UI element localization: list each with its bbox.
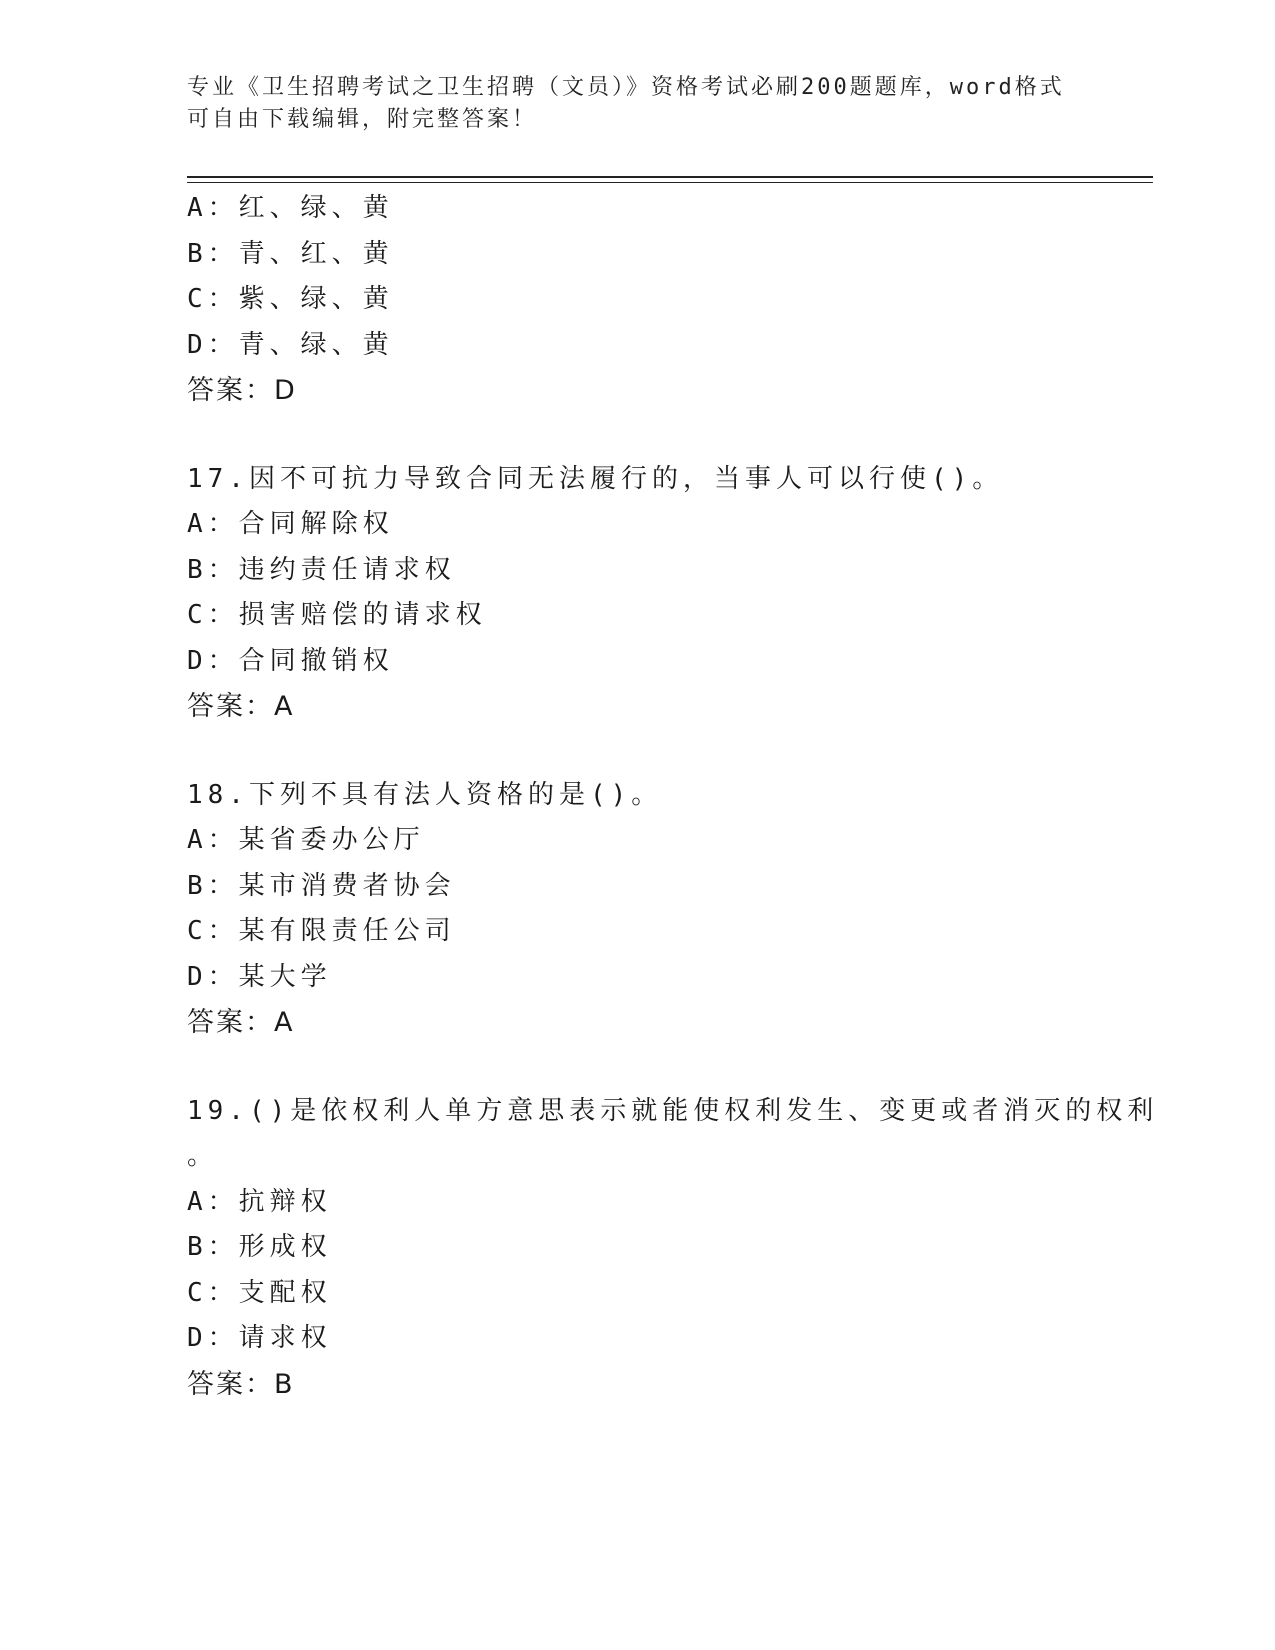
question-18 xyxy=(187,773,1087,1046)
answer: 答案：A xyxy=(187,691,295,722)
option-c: C：支配权 xyxy=(187,1277,332,1308)
option-b: B：形成权 xyxy=(187,1232,332,1262)
option-b: B：某市消费者协会 xyxy=(187,870,456,901)
spacer xyxy=(187,730,1087,773)
question-16 xyxy=(187,186,1087,414)
option-c: C：紫、绿、黄 xyxy=(187,284,394,314)
question-list xyxy=(187,186,1159,1407)
option-d: D：请求权 xyxy=(187,1323,332,1353)
answer: 答案：D xyxy=(187,375,297,406)
spacer xyxy=(187,1046,1087,1089)
question-text: 19.()是依权利人单方意思表示就能使权利发生、变更或者消灭的权利 xyxy=(187,1095,1159,1126)
option-a: A：抗辩权 xyxy=(187,1186,332,1217)
question-text: 17.因不可抗力导致合同无法履行的，当事人可以行使()。 xyxy=(187,463,1004,494)
answer: 答案：B xyxy=(187,1368,295,1400)
option-a: A：某省委办公厅 xyxy=(187,825,425,855)
option-d: D：合同撤销权 xyxy=(187,645,394,676)
question-text-continued: 。 xyxy=(187,1141,219,1171)
option-a: A：合同解除权 xyxy=(187,509,394,539)
option-a: A：红、绿、黄 xyxy=(187,193,394,223)
option-d: D：某大学 xyxy=(187,961,332,992)
question-17 xyxy=(187,457,1087,730)
question-text: 18.下列不具有法人资格的是()。 xyxy=(187,779,663,810)
header-line-1: 专业《卫生招聘考试之卫生招聘（文员）》资格考试必刷200题题库，word格式 xyxy=(187,75,1065,100)
option-c: C：损害赔偿的请求权 xyxy=(187,600,487,630)
option-d: D：青、绿、黄 xyxy=(187,329,394,360)
option-b: B：违约责任请求权 xyxy=(187,554,456,585)
answer: 答案：A xyxy=(187,1007,295,1038)
spacer xyxy=(187,414,1087,457)
question-19 xyxy=(187,1089,1159,1408)
header-divider-thin xyxy=(187,182,1153,183)
option-c: C：某有限责任公司 xyxy=(187,916,456,946)
header-line-2: 可自由下载编辑，附完整答案！ xyxy=(187,107,538,132)
header-divider-thick xyxy=(187,176,1153,178)
option-b: B：青、红、黄 xyxy=(187,238,394,269)
document-header xyxy=(187,72,1067,136)
